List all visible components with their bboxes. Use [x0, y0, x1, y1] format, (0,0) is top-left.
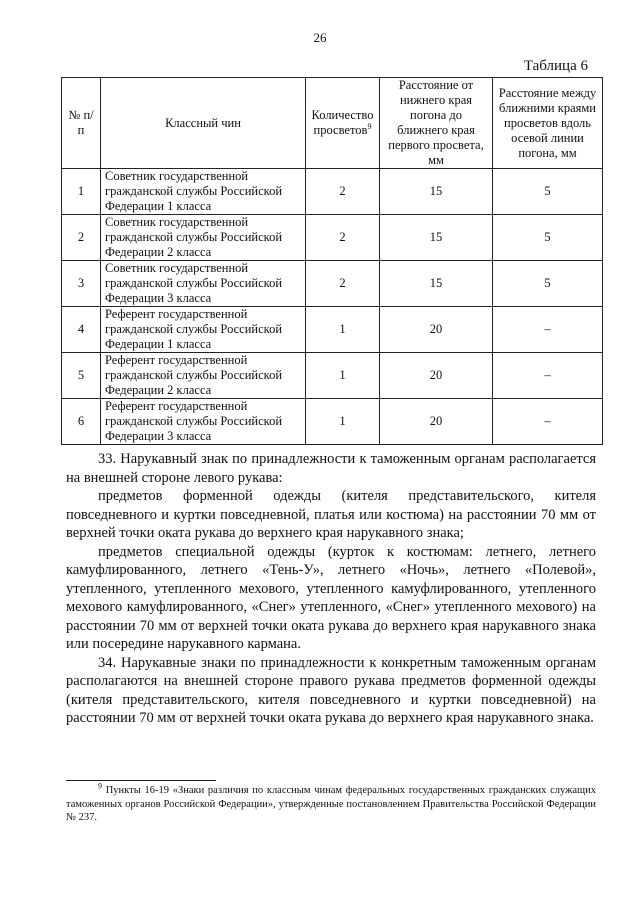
cell-number: 2: [62, 215, 101, 261]
header-count: [306, 78, 380, 169]
body-text: [66, 450, 596, 728]
header-distance-between: Расстояние между ближними краями просветов вдоль осевой линии погона, мм: [493, 78, 603, 169]
cell-number: 3: [62, 261, 101, 307]
header-distance-edge: Расстояние от нижнего края погона до ближнего края первого просвета, мм: [380, 78, 493, 169]
cell-number: 6: [62, 399, 101, 445]
cell-distance-edge: 20: [380, 399, 493, 445]
cell-count: 1: [306, 399, 380, 445]
paragraph-33-special: предметов специальной одежды (курток к костюмам: летнего, летнего камуфлированного, летнего «Тень-У», летнего «Ночь», летнего «Полевой», утепленного, утепленного мехового, утепленного камуфлированного, утепленного мехового камуфлированного, «Снег» утепленного, «Снег» утепленного мехового) на расстоянии 70 мм от верхней точки оката рукава до верхнего края нарукавного знака или посередине нарукавного кармана.: [66, 543, 596, 652]
cell-number: 1: [62, 169, 101, 215]
table-row: [62, 169, 603, 215]
cell-count: 1: [306, 307, 380, 353]
cell-distance-between: –: [493, 399, 603, 445]
table-row: [62, 307, 603, 353]
cell-distance-edge: 20: [380, 353, 493, 399]
table-header-row: [62, 78, 603, 169]
table-row: [62, 215, 603, 261]
footnote-divider: [66, 780, 216, 781]
table-row: [62, 399, 603, 445]
cell-distance-between: –: [493, 353, 603, 399]
cell-rank: Референт государственной гражданской службы Российской Федерации 3 класса: [101, 399, 306, 445]
cell-distance-edge: 20: [380, 307, 493, 353]
paragraph-33-uniform: предметов форменной одежды (кителя представительского, кителя повседневного и куртки повседневной, платья или костюма) на расстоянии 70 мм от верхней точки оката рукава до верхнего края нарукавного знака;: [66, 488, 596, 541]
cell-rank: Референт государственной гражданской службы Российской Федерации 1 класса: [101, 307, 306, 353]
cell-rank: Референт государственной гражданской службы Российской Федерации 2 класса: [101, 353, 306, 399]
header-rank: Классный чин: [101, 78, 306, 169]
cell-distance-edge: 15: [380, 261, 493, 307]
paragraph-34: 34. Нарукавные знаки по принадлежности к конкретным таможенным органам располагаются на внешней стороне правого рукава предметов форменной одежды (кителя представительского, кителя повседневного и куртки повседневной) на расстоянии 70 мм от верхней точки оката рукава до верхнего края нарукавного знака.: [66, 654, 596, 726]
page-number: 26: [313, 30, 327, 45]
cell-count: 2: [306, 215, 380, 261]
cell-distance-between: 5: [493, 215, 603, 261]
cell-rank: Советник государственной гражданской службы Российской Федерации 3 класса: [101, 261, 306, 307]
table-label: Таблица 6: [523, 58, 588, 74]
table-row: [62, 353, 603, 399]
cell-count: 1: [306, 353, 380, 399]
rank-insignia-table: [61, 77, 603, 445]
footnote: [66, 781, 597, 825]
footnote-text: Пункты 16-19 «Знаки различия по классным чинам федеральных государственных гражданских служащих таможенных органов Российской Федерации», утвержденные постановлением Правительства Российской Федерации № 237.: [66, 785, 597, 823]
footnote-mark: 9: [98, 781, 102, 791]
cell-rank: Советник государственной гражданской службы Российской Федерации 1 класса: [101, 169, 306, 215]
cell-count: 2: [306, 169, 380, 215]
cell-distance-between: 5: [493, 261, 603, 307]
header-footnote-mark: 9: [367, 121, 372, 131]
cell-number: 4: [62, 307, 101, 353]
cell-number: 5: [62, 353, 101, 399]
cell-distance-edge: 15: [380, 169, 493, 215]
cell-distance-between: –: [493, 307, 603, 353]
header-count-text: Количество просветов: [311, 108, 374, 137]
cell-rank: Советник государственной гражданской службы Российской Федерации 2 класса: [101, 215, 306, 261]
cell-count: 2: [306, 261, 380, 307]
table-row: [62, 261, 603, 307]
cell-distance-edge: 15: [380, 215, 493, 261]
paragraph-33: 33. Нарукавный знак по принадлежности к таможенным органам располагается на внешней стороне левого рукава:: [66, 451, 596, 486]
cell-distance-between: 5: [493, 169, 603, 215]
header-number: № п/п: [62, 78, 101, 169]
